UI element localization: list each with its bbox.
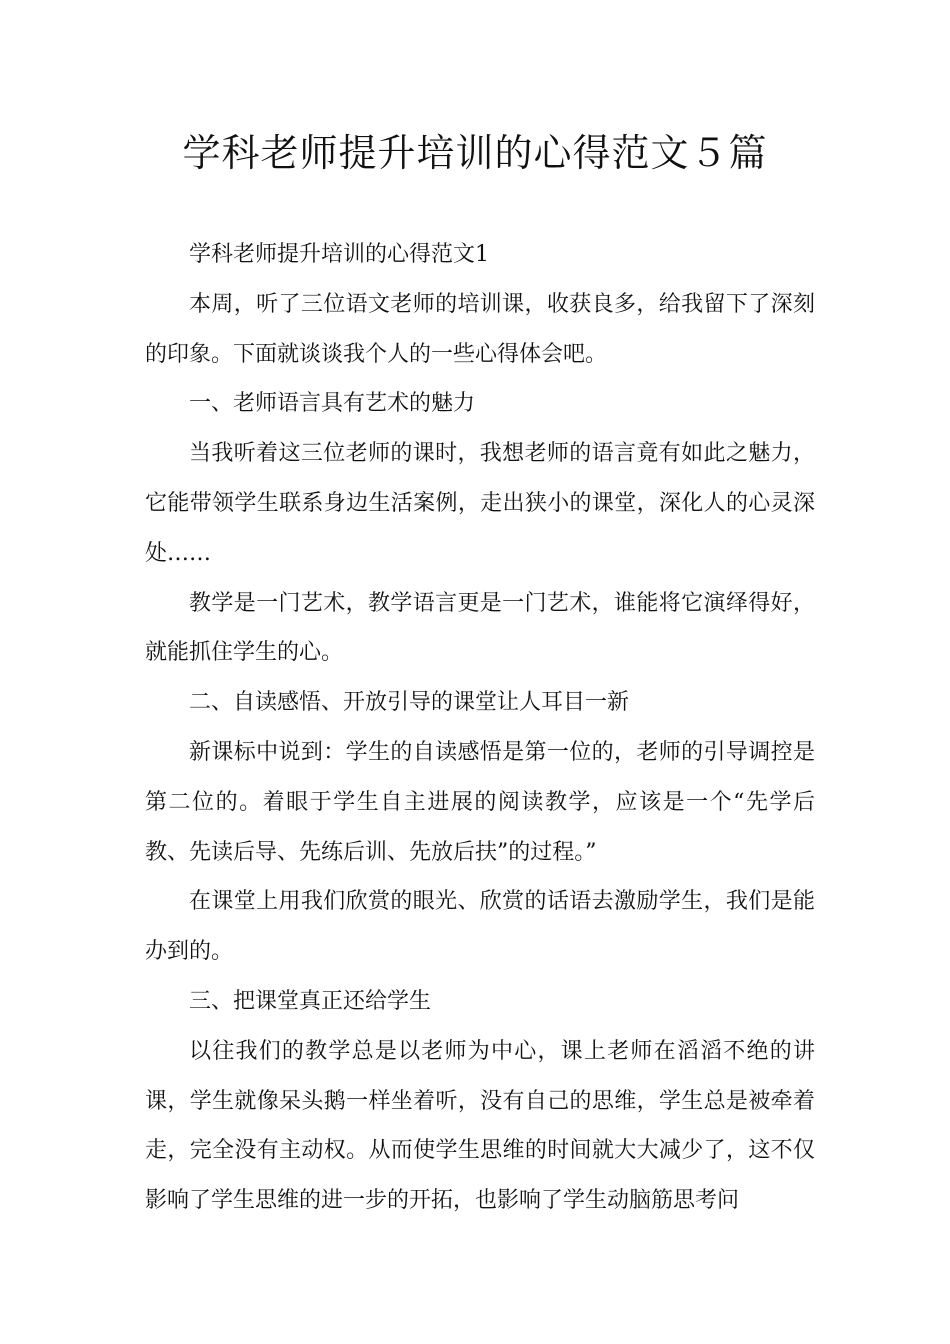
paragraph: 新课标中说到：学生的自读感悟是第一位的，老师的引导调控是第二位的。着眼于学生自主进展的阅读教学，应该是一个“先学后教、先读后导、先练后训、先放后扶”的过程。” [145,739,815,865]
subsection-heading: 一、老师语言具有艺术的魅力 [189,391,476,417]
paragraph: 以往我们的教学总是以老师为中心，课上老师在滔滔不绝的讲课，学生就像呆头鹅一样坐着听，没有自己的思维，学生总是被牵着走，完全没有主动权。从而使学生思维的时间就大大减少了，这不仅影响了学生思维的进一步的开拓，也影响了学生动脑筋思考问 [145,1038,815,1214]
section-heading: 学科老师提升培训的心得范文1 [189,242,489,267]
document-body [145,230,815,1226]
paragraph: 当我听着这三位老师的课时，我想老师的语言竟有如此之魅力，它能带领学生联系身边生活案例，走出狭小的课堂，深化人的心灵深处…… [145,441,815,566]
paragraph: 在课堂上用我们欣赏的眼光、欣赏的话语去激励学生，我们是能办到的。 [145,889,815,965]
paragraph: 教学是一门艺术，教学语言更是一门艺术，谁能将它演绎得好，就能抓住学生的心。 [145,590,815,666]
subsection-heading: 二、自读感悟、开放引导的课堂让人耳目一新 [189,690,630,716]
subsection-heading: 三、把课堂真正还给学生 [189,988,432,1014]
document-title: 学科老师提升培训的心得范文５篇 [182,131,768,175]
paragraph: 本周，听了三位语文老师的培训课，收获良多，给我留下了深刻的印象。下面就谈谈我个人的一些心得体会吧。 [145,291,815,367]
